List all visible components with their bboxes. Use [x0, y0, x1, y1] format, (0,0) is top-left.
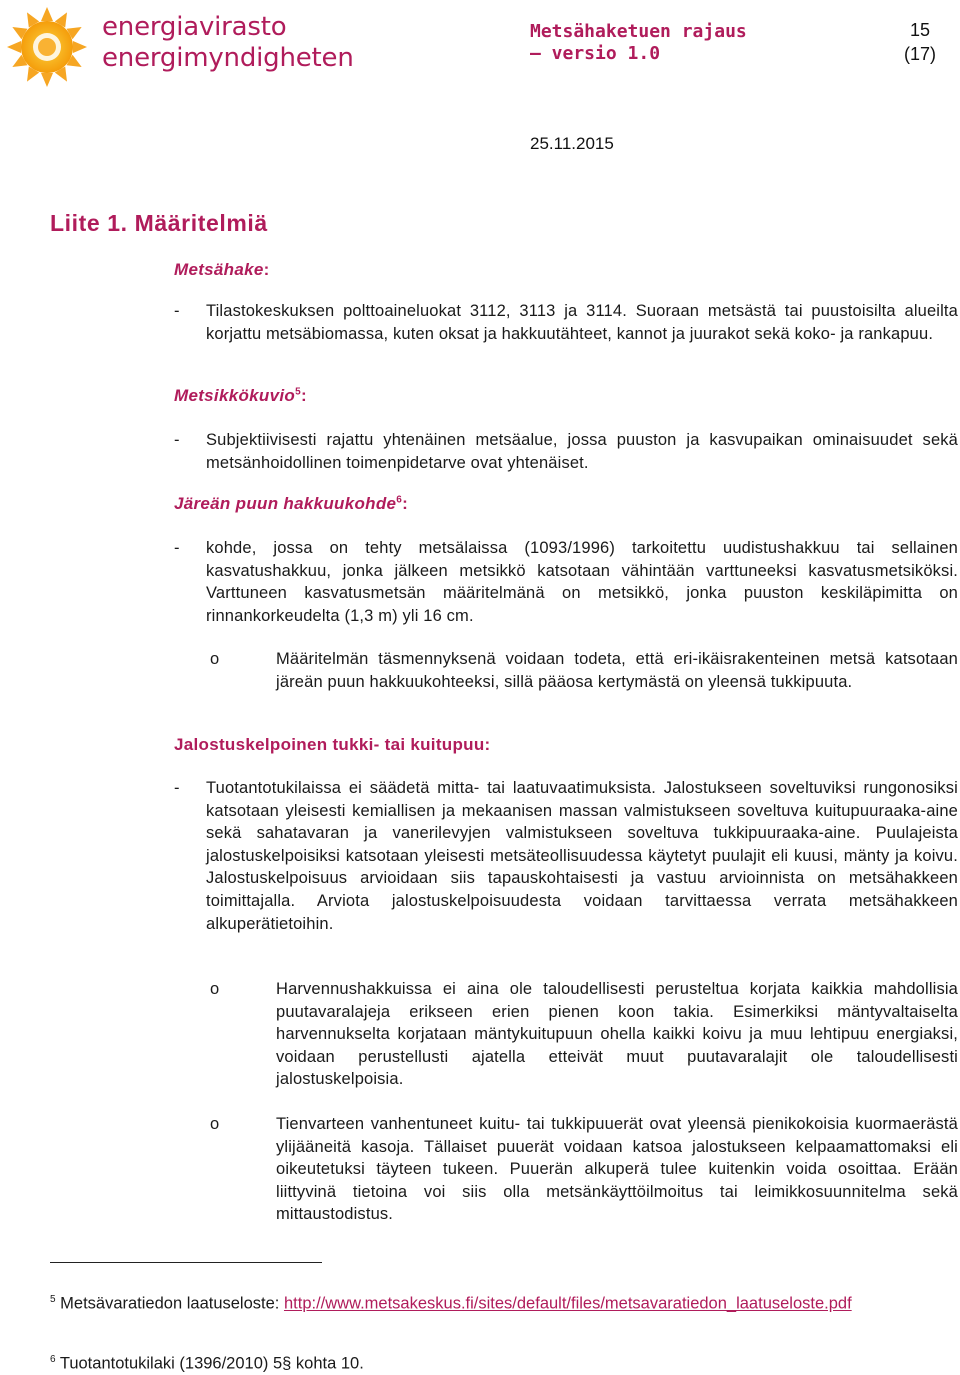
term-colon: :	[402, 494, 409, 513]
bullet-jarea: Määritelmän täsmennyksenä voidaan todeta, että eri-ikäisrakenteinen metsä katsotaan järeän puun hakkuukohteeksi, sillä pääosa kertymästä on yleensä tukkipuuta.	[276, 650, 958, 691]
document-date: 25.11.2015	[530, 134, 614, 153]
footnote-divider	[50, 1262, 322, 1263]
term-heading-jarea	[174, 494, 408, 514]
list-dash: -	[174, 779, 180, 797]
term-colon: :	[300, 386, 307, 405]
list-bullet: o	[210, 650, 220, 668]
page-total: (17)	[903, 44, 936, 64]
list-bullet: o	[210, 980, 220, 998]
definition-metsahake: Tilastokeskuksen polttoaineluokat 3112, 3113 ja 3114. Suoraan metsästä tai puustoisilta alueilta korjattu metsäbiomassa, kuten oksat ja hakkuutähteet, kannot ja juurakot sekä koko- ja rankapuu.	[206, 302, 958, 343]
term-label: Metsikkökuvio	[174, 386, 296, 405]
footnote-text: Metsävaratiedon laatuseloste:	[60, 1294, 284, 1313]
bullet-jalostus-2: Tienvarteen vanhentuneet kuitu- tai tukkipuuerät ovat yleensä pienikokoisia kuormaerästä ylijääneitä kasoja. Tällaiset puuerät voidaan katsoa jalostukseen kelpaamattomaksi eli oikeutetuksi täyteen tukeen. Puuerän alkuperä tulee kuitenkin voida osoittaa. Erään liittyvinä tietoina voi siis olla metsänkäyttöilmoitus tai leimikkosuunnitelma sekä mittaustodistus.	[276, 1115, 958, 1224]
term-colon: :	[263, 260, 270, 279]
list-dash: -	[174, 302, 180, 320]
logo-wordmark	[102, 12, 354, 74]
term-heading-metsahake	[174, 260, 270, 280]
document-title: Metsähaketuen rajaus	[530, 21, 747, 42]
term-label: Järeän puun hakkuukohde	[174, 494, 397, 513]
logo-line-1: energiavirasto	[102, 12, 287, 42]
bullet-jalostus-1: Harvennushakkuissa ei aina ole taloudellisesti perusteltua korjata kaikkia mahdollisia puutavaralajeja erikseen erien pienen koon takia. Esimerkiksi mäntyvaltaiselta harvennukselta korjataan mäntykuitupuun ohella kaikki koivu ja muu lehtipuu energiaksi, voidaan perustellusti ajatella etteivät muut puutavaralajit ole taloudellisesti jalostuskelpoisia.	[276, 980, 958, 1089]
definition-metsikkokuvio: Subjektiivisesti rajattu yhtenäinen metsäalue, jossa puuston ja kasvupaikan ominaisuudet sekä metsänhoidollinen toimenpidetarve ovat yhtenäiset.	[206, 431, 958, 472]
footnote-ref-6[interactable]: 6	[396, 494, 403, 506]
term-label: Metsähake	[174, 260, 264, 279]
list-bullet: o	[210, 1115, 220, 1133]
term-label: Jalostuskelpoinen tukki- tai kuitupuu	[174, 735, 485, 754]
sun-logo-icon	[6, 6, 88, 88]
term-heading-metsikkokuvio	[174, 386, 307, 406]
footnote-number: 5	[50, 1294, 56, 1305]
list-dash: -	[174, 431, 180, 449]
footnote-link[interactable]: http://www.metsakeskus.fi/sites/default/files/metsavaratiedon_laatuseloste.pdf	[283, 1294, 852, 1313]
footnote-number: 6	[50, 1354, 56, 1365]
definition-jalostus: Tuotantotukilaissa ei säädetä mitta- tai laatuvaatimuksista. Jalostukseen soveltuviksi rungonosiksi katsotaan yleisesti kemiallisen ja mekaanisen massan valmistukseen soveltuva kuitupuuraaka-aine sekä sahatavaran ja vanerilevyjen valmistukseen soveltuva tukkipuuraaka-aine. Puulajeista jalostuskelpoisiksi katsotaan yleisesti metsäteollisuudessa käytetyt puulajit eli kuusi, mänty ja koivu. Jalostuskelpoisuus arvioidaan siis tapauskohtaisesti ja vastuu arvioinnista on metsähakkeen toimittajalla. Arviota jalostuskelpoisuudesta voidaan tarvittaessa verrata metsähakkeen alkuperätietoihin.	[206, 779, 958, 933]
page-number: 15	[909, 20, 931, 40]
footnote-ref-5[interactable]: 5	[295, 386, 301, 398]
document-version: – versio 1.0	[530, 43, 661, 64]
footnote-text: Tuotantotukilaki (1396/2010) 5§ kohta 10.	[59, 1354, 364, 1373]
term-heading-jalostus	[174, 735, 491, 755]
list-dash: -	[174, 539, 180, 557]
logo-line-2: energimyndigheten	[102, 43, 354, 73]
page-indicator	[895, 18, 945, 66]
definition-jarea: kohde, jossa on tehty metsälaissa (1093/1996) tarkoitettu uudistushakkuu tai sellainen kasvatushakkuu, jonka jälkeen metsikkö katsotaan vähintään varttuneeksi kasvatusmetsiköksi. Varttuneen kasvatusmetsän määritelmänä on metsikkö, jonka puuston keskiläpimitta on rinnankorkeudelta (1,3 m) yli 16 cm.	[206, 539, 958, 625]
term-colon: :	[484, 735, 491, 754]
footnote-5	[50, 1289, 950, 1315]
footnote-6	[50, 1349, 364, 1375]
appendix-title: Liite 1. Määritelmiä	[50, 210, 268, 236]
